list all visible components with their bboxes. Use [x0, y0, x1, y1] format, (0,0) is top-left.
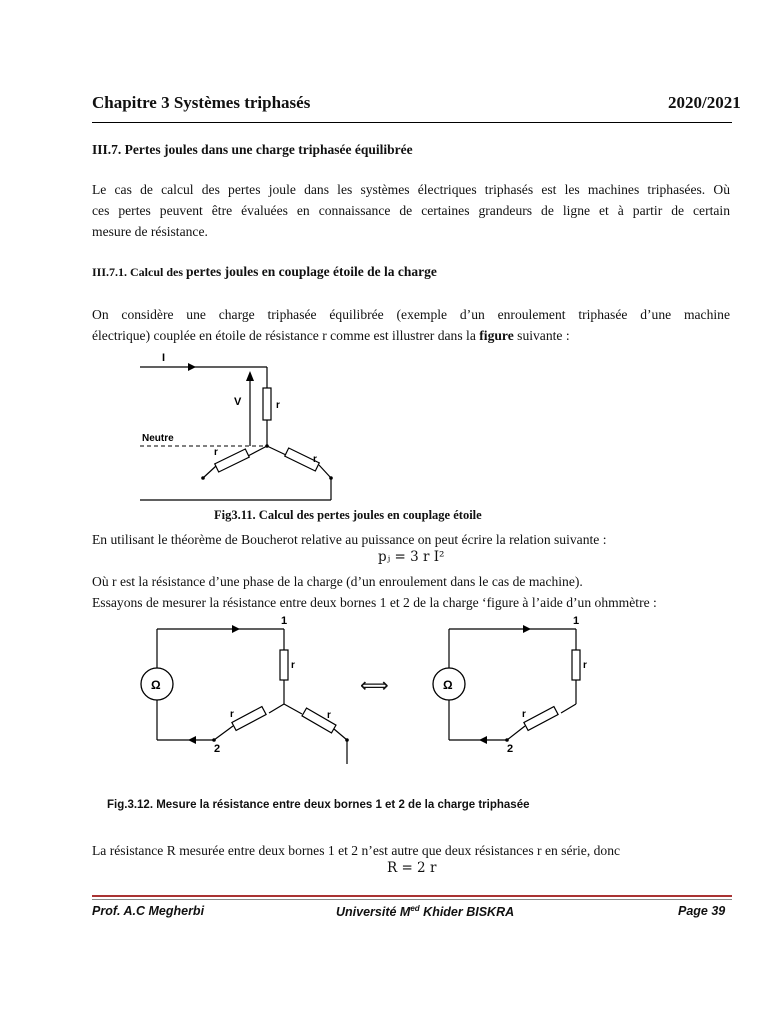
subsection-heading — [92, 264, 437, 280]
intro-paragraph — [92, 179, 730, 242]
figure2-caption: Fig.3.12. Mesure la résistance entre deux bornes 1 et 2 de la charge triphasée — [107, 799, 530, 811]
ohmmeter-series-diagram — [425, 612, 595, 757]
intro-line-2: ces pertes peuvent être évaluées en connaissance de certaines grandeurs de ligne et à partir de certain — [92, 203, 730, 218]
footer-page-number: Page 39 — [678, 904, 726, 918]
figure1-caption: Fig3.11. Calcul des pertes joules en couplage étoile — [214, 508, 482, 522]
university-name-b: Khider BISKRA — [419, 905, 515, 920]
intro-line-1: Le cas de calcul des pertes joule dans les systèmes électriques triphasés est les machines triphasées. Où — [92, 182, 730, 197]
where-line: Où r est la résistance d’une phase de la charge (d’un enroulement dans le cas de machine). — [92, 574, 583, 589]
label-r-right: r — [313, 454, 317, 465]
subsection-heading-prefix: III.7.1. Calcul des — [92, 265, 187, 279]
voltage-arrow-icon — [246, 371, 254, 381]
equivalence-icon: ⟺ — [360, 673, 389, 697]
neutral-label: Neutre — [142, 433, 174, 444]
r2-wire — [561, 704, 576, 713]
resistor-left — [215, 449, 250, 472]
label-r-2: r — [230, 709, 234, 720]
section-heading: III.7. Pertes joules dans une charge triphasée équilibrée — [92, 142, 413, 157]
r2-wire-lower — [507, 726, 525, 740]
r3-wire-lower — [334, 729, 347, 740]
terminal-2-dot — [212, 738, 216, 742]
top-arrow-icon — [232, 625, 240, 633]
terminal-2-label: 2 — [214, 743, 221, 755]
figure-word: figure — [479, 328, 514, 343]
resistor-1 — [572, 650, 580, 680]
subsection-line-2-end: suivante : — [513, 328, 570, 343]
top-arrow-icon — [523, 625, 531, 633]
ohm-symbol: Ω — [443, 678, 453, 692]
university-name-a: Université M — [336, 905, 411, 920]
header-rule — [92, 122, 732, 123]
measure-line: Essayons de mesurer la résistance entre deux bornes 1 et 2 de la charge ‘figure à l’aide d’un ohmmètre : — [92, 595, 657, 610]
r2-wire — [269, 704, 284, 713]
subsection-heading-rest: pertes joules en couplage étoile de la charge — [186, 264, 437, 279]
subsection-line-2-text: électrique) couplée en étoile de résistance r comme est illustrer dans la — [92, 328, 480, 343]
footer-university — [336, 904, 514, 919]
conclusion-line: La résistance R mesurée entre deux bornes 1 et 2 n’est autre que deux résistances r en série, donc — [92, 843, 621, 858]
label-r-top: r — [276, 400, 280, 411]
subsection-line-1: On considère une charge triphasée équilibrée (exemple d’un enroulement triphasée d’une machine — [92, 307, 730, 322]
bottom-arrow-icon — [479, 736, 487, 744]
university-superscript: ed — [410, 904, 420, 913]
resistor-2 — [524, 707, 558, 731]
equation-pj: pⱼ = 3 r I² — [378, 549, 445, 565]
terminal-2-label: 2 — [507, 743, 514, 755]
label-r-left: r — [214, 447, 218, 458]
voltage-label: V — [234, 396, 242, 408]
resistor-2 — [232, 707, 266, 731]
equation-R: R = 2 r — [387, 860, 437, 876]
label-r-1: r — [291, 660, 295, 671]
intro-line-3: mesure de résistance. — [92, 224, 208, 239]
label-r-2: r — [522, 709, 526, 720]
left-terminal — [201, 476, 205, 480]
footer-author: Prof. A.C Megherbi — [92, 904, 205, 918]
terminal-1-label: 1 — [281, 615, 288, 627]
current-label: I — [162, 352, 166, 364]
left-branch-wire — [248, 446, 267, 456]
footer-rule — [92, 895, 732, 897]
r2-wire-lower — [214, 726, 233, 740]
bottom-arrow-icon — [188, 736, 196, 744]
right-branch-wire — [267, 446, 286, 455]
right-branch-wire-lower — [319, 465, 331, 478]
ohmmeter-star-diagram — [134, 612, 364, 767]
star-load-diagram — [130, 345, 360, 507]
label-r-3: r — [327, 710, 331, 721]
subsection-paragraph — [92, 304, 730, 346]
terminal-1-label: 1 — [573, 615, 580, 627]
resistor-top — [263, 388, 271, 420]
subsection-line-2 — [92, 325, 730, 346]
chapter-title: Chapitre 3 Systèmes triphasés — [92, 93, 311, 112]
left-branch-wire-lower — [203, 466, 216, 478]
boucherot-line: En utilisant le théorème de Boucherot relative au puissance on peut écrire la relation suivante : — [92, 532, 607, 547]
current-arrow-icon — [188, 363, 196, 371]
ohm-symbol: Ω — [151, 678, 161, 692]
resistor-1 — [280, 650, 288, 680]
terminal-2-dot — [505, 738, 509, 742]
year-label: 2020/2021 — [668, 93, 741, 112]
r3-wire — [284, 704, 302, 714]
footer-rule-thin — [92, 899, 732, 900]
label-r-1: r — [583, 660, 587, 671]
